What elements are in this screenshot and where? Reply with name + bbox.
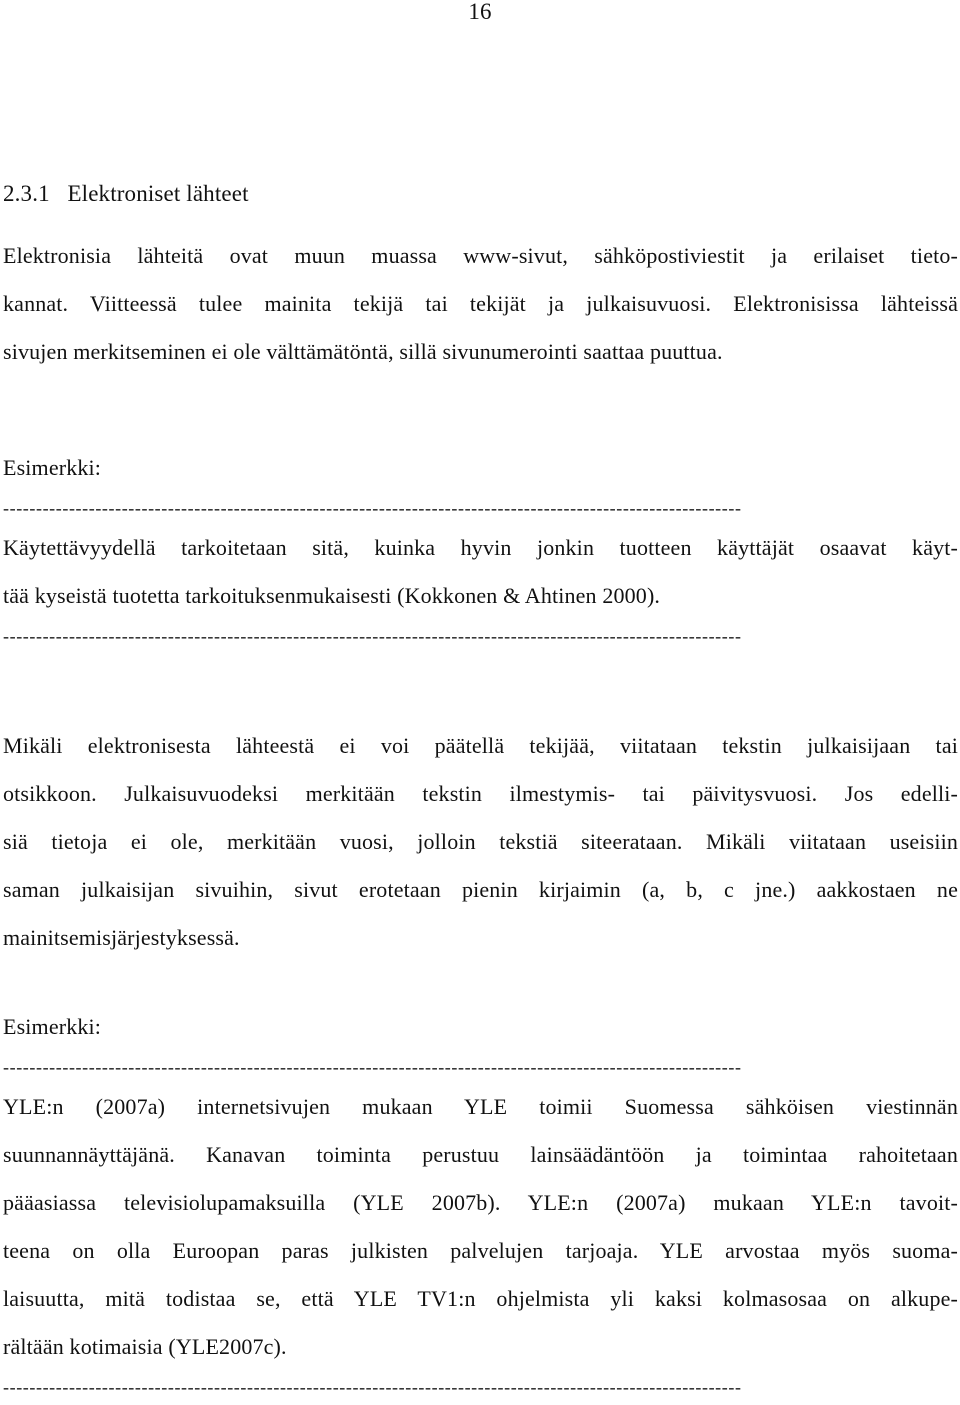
paragraph-anonymous-sources [3, 722, 958, 962]
paragraph-line: mainitsemisjärjestyksessä. [3, 925, 240, 950]
example-label: Esimerkki: [3, 1014, 102, 1039]
example-line: tää kyseistä tuotetta tarkoituksenmukaisesti (Kokkonen & Ahtinen 2000). [3, 583, 661, 608]
example-line: YLE:n (2007a) internetsivujen mukaan YLE toimii Suomessa sähköisen viestinnän [3, 1094, 958, 1119]
paragraph-line: siä tietoja ei ole, merkitään vuosi, jolloin tekstiä siteerataan. Mikäli viitataan useisiin [3, 829, 958, 854]
paragraph-line: kannat. Viitteessä tulee mainita tekijä tai tekijät ja julkaisuvuosi. Elektronisissa lähteissä [3, 291, 958, 316]
page-number: 16 [468, 0, 492, 24]
paragraph-line: otsikkoon. Julkaisuvuodeksi merkitään tekstin ilmestymis- tai päivitysvuosi. Jos edelli- [3, 781, 958, 806]
separator-line: ---------------------------------------------------------------------------------------------------------------- [3, 498, 742, 518]
paragraph-line: Mikäli elektronisesta lähteestä ei voi päätellä tekijää, viitataan tekstin julkaisijaan tai [3, 733, 958, 758]
paragraph-line: saman julkaisijan sivuihin, sivut erotetaan pienin kirjaimin (a, b, c jne.) aakkostaen ne [3, 877, 958, 902]
example-block-2 [3, 1003, 958, 1403]
example-line: laisuutta, mitä todistaa se, että YLE TV1:n ohjelmista yli kaksi kolmasosaa on alkupe- [3, 1286, 958, 1311]
separator-line: ---------------------------------------------------------------------------------------------------------------- [3, 626, 742, 646]
paragraph-intro [3, 232, 958, 376]
section-heading: 2.3.1 Elektroniset lähteet [3, 181, 249, 206]
example-line: pääasiassa televisiolupamaksuilla (YLE 2007b). YLE:n (2007a) mukaan YLE:n tavoit- [3, 1190, 958, 1215]
paragraph-line: Elektronisia lähteitä ovat muun muassa www-sivut, sähköpostiviestit ja erilaiset tieto- [3, 243, 958, 268]
separator-line: ---------------------------------------------------------------------------------------------------------------- [3, 1057, 742, 1077]
example-line: suunnannäyttäjänä. Kanavan toiminta perustuu lainsäädäntöön ja toimintaa rahoitetaan [3, 1142, 958, 1167]
example-line: Käytettävyydellä tarkoitetaan sitä, kuinka hyvin jonkin tuotteen käyttäjät osaavat käyt- [3, 535, 958, 560]
separator-line: ---------------------------------------------------------------------------------------------------------------- [3, 1377, 742, 1397]
example-label: Esimerkki: [3, 455, 102, 480]
example-line: rältään kotimaisia (YLE2007c). [3, 1334, 287, 1359]
example-line: teena on olla Euroopan paras julkisten palvelujen tarjoaja. YLE arvostaa myös suoma- [3, 1238, 958, 1263]
paragraph-line: sivujen merkitseminen ei ole välttämätöntä, sillä sivunumerointi saattaa puuttua. [3, 339, 723, 364]
example-block-1 [3, 444, 958, 652]
